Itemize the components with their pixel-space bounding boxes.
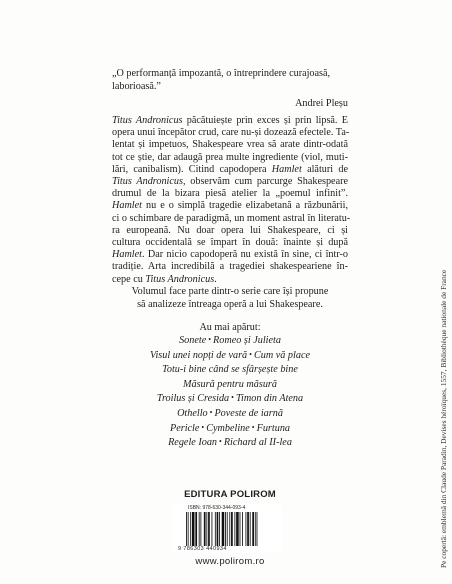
barcode-bar xyxy=(195,512,197,546)
barcode-bar xyxy=(227,512,228,546)
works-line xyxy=(112,349,348,364)
also-published-list xyxy=(112,334,348,451)
barcode-bar xyxy=(257,512,258,546)
barcode-bar xyxy=(204,512,206,546)
barcode-digits: 9 786303 440934 xyxy=(178,546,227,552)
work-title: Totu-i bine când se sfârșește bine xyxy=(162,364,298,376)
works-line xyxy=(112,392,348,407)
work-title: Romeo și Julieta xyxy=(213,335,281,346)
barcode-bar xyxy=(236,512,239,546)
cover-credit-text: Pe copertă: emblemă din Claude Paradin, Devises héroïques, 1557, Bibliothèque nationale de France xyxy=(439,269,448,568)
also-published-heading: Au mai apărut: xyxy=(199,322,261,333)
blurb-line: tradiție. Arta incredibilă a tragediei shakespeariene în- xyxy=(112,261,348,273)
bullet-separator: • xyxy=(208,335,212,344)
blurb-line: opera unui începător crud, care nu-și dozează efectele. Ta- xyxy=(112,127,350,139)
works-line xyxy=(112,378,348,393)
bullet-separator: • xyxy=(231,393,234,403)
barcode-bar xyxy=(252,512,254,546)
barcode-bar xyxy=(246,512,247,546)
work-title: Poveste de iarnă xyxy=(214,407,283,419)
work-title: Cymbeline xyxy=(206,422,250,434)
barcode-bar xyxy=(186,512,187,546)
works-line xyxy=(112,407,348,422)
work-title: Regele Ioan xyxy=(168,437,218,449)
blurb-line: lentat și impetuos, Shakespeare vrea să arate dintr-odată xyxy=(112,139,348,151)
barcode-bar xyxy=(255,512,256,546)
barcode-bar xyxy=(192,512,195,546)
epigraph-author: Andrei Pleșu xyxy=(295,98,348,109)
work-title: Pericle xyxy=(169,422,200,434)
works-line xyxy=(112,422,348,437)
blurb-line: lări, canibalism). Citind capodopera Hamlet alături de xyxy=(112,163,348,175)
barcode-bar xyxy=(199,512,200,546)
bullet-separator: • xyxy=(251,422,255,432)
barcode-bar xyxy=(242,512,243,546)
blurb-line: cultura occidentală se împart în două: înainte și după xyxy=(112,237,348,249)
work-title: Troilus și Cresida xyxy=(156,393,230,405)
barcode-bar xyxy=(212,512,213,546)
works-line xyxy=(112,436,348,451)
barcode-bar xyxy=(200,512,201,546)
bullet-separator: • xyxy=(249,349,252,359)
blurb-line: Hamlet nu e o simplă tragedie elizabetană a răzbunării, xyxy=(112,200,348,212)
blurb-line: ci o schimbare de paradigmă, un moment astral în literatu- xyxy=(112,212,351,224)
barcode-bar xyxy=(250,512,251,546)
barcode-graphic xyxy=(186,512,268,546)
barcode-bar xyxy=(229,512,230,546)
blurb-line: Titus Andronicus, observăm cum parcurge Shakespeare xyxy=(112,176,348,188)
work-title: Furtuna xyxy=(256,422,291,434)
barcode-bar xyxy=(222,512,225,546)
barcode-bar xyxy=(247,512,249,546)
bullet-separator: • xyxy=(209,407,213,417)
barcode-bar xyxy=(188,512,189,546)
barcode-bar xyxy=(240,512,241,546)
work-title: Cum vă place xyxy=(253,349,310,361)
isbn-barcode-block xyxy=(172,505,282,553)
barcode-bar xyxy=(208,512,210,546)
barcode-bar xyxy=(190,512,191,546)
blurb-line: tot ce știe, dar adaugă prea multe ingrediente (viol, muti- xyxy=(112,151,348,163)
barcode-bar xyxy=(231,512,233,546)
work-title: Sonete xyxy=(179,335,207,346)
barcode-bar xyxy=(225,512,226,546)
barcode-bar xyxy=(206,512,207,546)
works-line xyxy=(112,334,348,349)
bullet-separator: • xyxy=(219,437,222,447)
series-note xyxy=(112,286,348,311)
work-title: Timon din Atena xyxy=(235,393,304,405)
blurb-line: Titus Andronicus păcătuiește prin exces și prin lipsă. E xyxy=(112,115,348,126)
bullet-separator: • xyxy=(201,422,205,432)
epigraph-quote: „O performanță impozantă, o întreprindere curajoasă, laborioasă.” xyxy=(112,68,331,92)
work-title: Richard al II-lea xyxy=(223,437,292,449)
work-title: Măsură pentru măsură xyxy=(183,378,277,390)
barcode-bar xyxy=(215,512,216,546)
barcode-bar xyxy=(217,512,219,546)
blurb-line: Hamlet. Dar nicio capodoperă nu există în sine, ci într-o xyxy=(112,249,348,261)
blurb-line: cepe cu Titus Andronicus. xyxy=(112,273,217,285)
works-line xyxy=(112,363,348,378)
work-title: Visul unei nopți de vară xyxy=(150,349,248,361)
barcode-bar xyxy=(234,512,235,546)
work-title: Othello xyxy=(177,407,208,419)
blurb-text xyxy=(112,115,351,286)
series-note-line: Volumul face parte dintr-o serie care își propune xyxy=(131,286,329,297)
series-note-line: să analizeze întreaga operă a lui Shakespeare. xyxy=(137,298,323,310)
blurb-line: drumul de la bizara piesă atelier la „poemul infinit”. xyxy=(112,188,348,200)
publisher-website[interactable]: www.polirom.ro xyxy=(195,556,265,567)
publisher-name: EDITURA POLIROM xyxy=(184,489,276,500)
isbn-label: ISBN: 978-630-344-093-4 xyxy=(188,505,246,511)
barcode-bar xyxy=(219,512,220,546)
blurb-line: ra europeană. Nu doar opera lui Shakespeare, ci și xyxy=(112,224,348,236)
